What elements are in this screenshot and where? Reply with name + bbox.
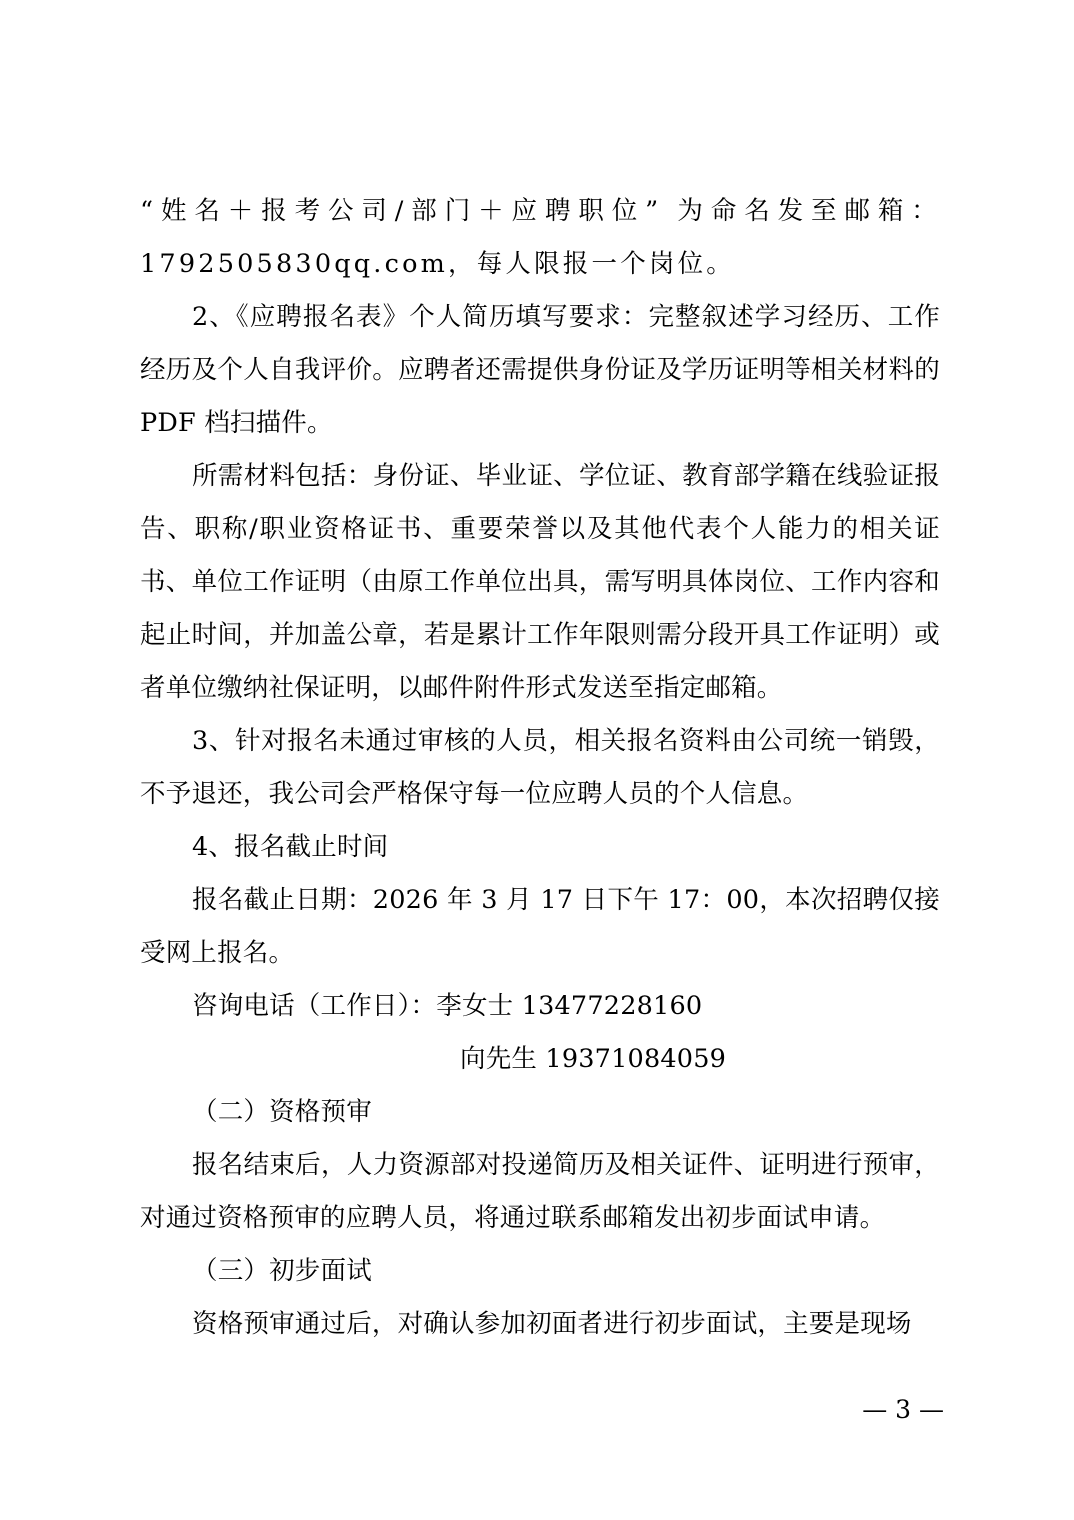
paragraph-contact-phone-1: 咨询电话（工作日）：李女士 13477228160 [192, 991, 703, 1021]
paragraph-deadline-heading: 4、报名截止时间 [192, 832, 389, 862]
paragraph-email-naming: “姓名＋报考公司/部门＋应聘职位” 为命名发至邮箱：1792505830qq.com，每人限报一个岗位。 [140, 196, 940, 279]
paragraph-section-two-heading: （二）资格预审 [192, 1097, 372, 1127]
paragraph-deadline-detail: 报名截止日期：2026 年 3 月 17 日下午 17：00，本次招聘仅接受网上报名。 [140, 885, 940, 968]
paragraph-section-three-body: 资格预审通过后，对确认参加初面者进行初步面试，主要是现场 [192, 1309, 912, 1339]
paragraph-section-two-body: 报名结束后，人力资源部对投递简历及相关证件、证明进行预审，对通过资格预审的应聘人员，将通过联系邮箱发出初步面试申请。 [140, 1150, 940, 1233]
paragraph-unapproved-materials: 3、针对报名未通过审核的人员，相关报名资料由公司统一销毁，不予退还，我公司会严格保守每一位应聘人员的个人信息。 [140, 726, 940, 809]
paragraph-resume-requirements: 2、《应聘报名表》个人简历填写要求：完整叙述学习经历、工作经历及个人自我评价。应聘者还需提供身份证及学历证明等相关材料的 PDF 档扫描件。 [140, 302, 940, 438]
document-body [140, 185, 940, 1351]
paragraph-contact-phone-2: 向先生 19371084059 [460, 1044, 727, 1074]
paragraph-section-three-heading: （三）初步面试 [192, 1256, 372, 1286]
page-number: — 3 — [862, 1395, 944, 1424]
paragraph-required-materials: 所需材料包括：身份证、毕业证、学位证、教育部学籍在线验证报告、职称/职业资格证书、重要荣誉以及其他代表个人能力的相关证书、单位工作证明（由原工作单位出具，需写明具体岗位、工作内容和起止时间，并加盖公章，若是累计工作年限则需分段开具工作证明）或者单位缴纳社保证明，以邮件附件形式发送至指定邮箱。 [140, 461, 940, 703]
